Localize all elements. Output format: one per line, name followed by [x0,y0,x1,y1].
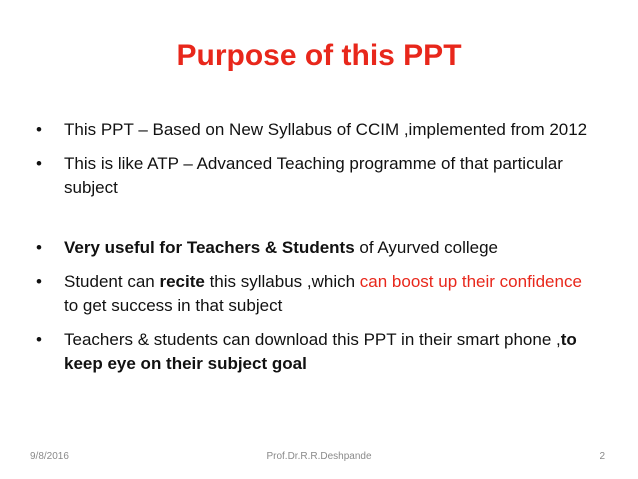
bullet-bold-text: to keep eye on their subject goal [64,330,577,373]
bullet-item [36,270,596,318]
bullet-text: of Ayurved college [354,238,499,257]
footer-page-number: 2 [599,451,605,462]
bullet-text: this syllabus ,which [204,272,360,291]
bullet-highlight-text: can boost up their confidence [359,272,582,291]
bullet-dot-icon: • [36,154,42,173]
bullet-dot-icon: • [36,330,42,349]
bullet-text: This PPT – Based on New Syllabus of CCIM ,implemented from 2012 [64,120,588,139]
bullet-item [36,236,596,260]
bullet-dot-icon: • [36,272,42,291]
slide-title: Purpose of this PPT [176,39,462,72]
bullet-bold-text: recite [159,272,205,291]
footer-date: 9/8/2016 [30,451,69,462]
bullet-text: Student can [64,272,160,291]
footer-author: Prof.Dr.R.R.Deshpande [266,451,372,462]
bullet-dot-icon: • [36,238,42,257]
bullet-dot-icon: • [36,120,42,139]
bullet-text: Teachers & students can download this PPT in their smart phone , [64,330,561,349]
bullet-list [36,118,596,376]
bullet-bold-text: Very useful for Teachers & Students [64,238,355,257]
bullet-item [36,152,596,200]
bullet-text: This is like ATP – Advanced Teaching programme of that particular subject [64,154,563,197]
bullet-text: to get success in that subject [64,296,283,315]
bullet-item [36,328,596,376]
bullet-item [36,118,596,142]
